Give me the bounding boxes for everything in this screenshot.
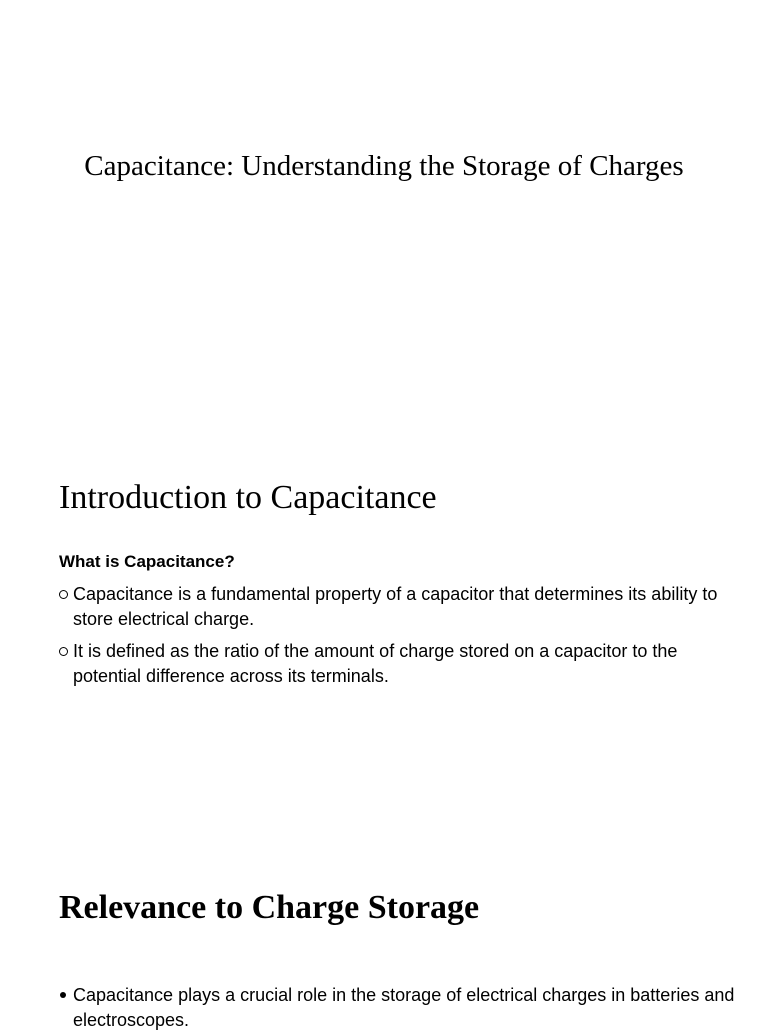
definition-list bbox=[59, 582, 729, 696]
list-item-text: Capacitance plays a crucial role in the storage of electrical charges in batteries and electroscopes. bbox=[73, 985, 735, 1030]
circle-bullet-icon bbox=[59, 647, 68, 656]
list-item bbox=[59, 983, 739, 1033]
list-item-text: It is defined as the ratio of the amount of charge stored on a capacitor to the potential difference across its terminals. bbox=[73, 641, 678, 686]
subheading-what-is-capacitance: What is Capacitance? bbox=[59, 552, 235, 571]
list-item bbox=[59, 582, 729, 632]
page-title: Capacitance: Understanding the Storage of Charges bbox=[84, 150, 684, 182]
relevance-list bbox=[59, 983, 739, 1033]
section-heading-relevance: Relevance to Charge Storage bbox=[59, 889, 480, 926]
circle-bullet-icon bbox=[59, 590, 68, 599]
list-item bbox=[59, 639, 729, 689]
disc-bullet-icon bbox=[60, 992, 66, 998]
list-item-text: Capacitance is a fundamental property of a capacitor that determines its ability to store electrical charge. bbox=[73, 584, 718, 629]
section-heading-introduction: Introduction to Capacitance bbox=[59, 479, 437, 516]
